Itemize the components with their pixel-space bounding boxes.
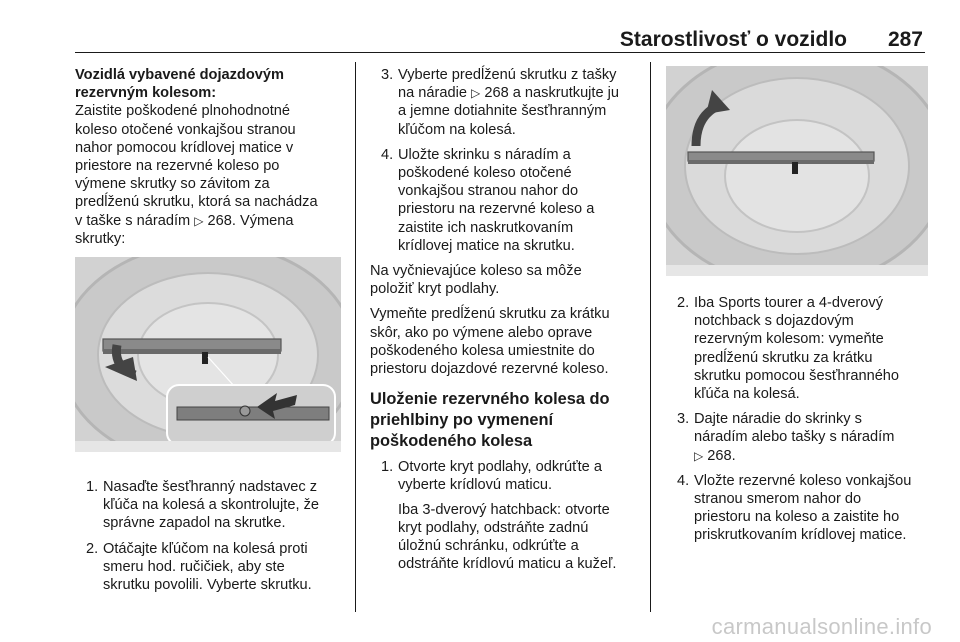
list-item: 4. Vložte rezervné koleso vonkajšou stranou smerom nahor do priestoru na koleso a zaistite ho priskrutkovaním krídlovej matice.	[677, 472, 912, 544]
section-heading: Vozidlá vybavené dojazdovým rezervným kolesom:	[75, 67, 284, 102]
list-item: 3. Vyberte predĺženú skrutku z tašky na náradie ▷ 268 a naskrutkujte ju a jemne dotiahnite šesťhranným kľúčom na kolesá.	[381, 67, 620, 138]
column-divider	[355, 62, 356, 612]
page-ref-icon: ▷	[694, 448, 704, 463]
page-ref-icon: ▷	[471, 86, 481, 101]
list-item: 3. Dajte náradie do skrinky s náradím alebo tašky s náradím ▷ 268.	[677, 411, 895, 464]
illustration-spare-wheel-wingnut	[666, 66, 928, 276]
body-paragraph: Zaistite poškodené plnohodnotné koleso otočené vonkajšou stranou nahor pomocou krídlovej matice v priestore na rezervné koleso po výmene skrutky so závitom za predĺženú skrutku, ktorá sa nachádza v taške s náradím ▷ 268. Výmena skrutky:	[75, 103, 318, 247]
page-number: 287	[887, 28, 923, 51]
body-paragraph: Na vyčnievajúce koleso sa môže položiť kryt podlahy.	[370, 263, 582, 298]
list-item-note: Iba 3-dverový hatchback: otvorte kryt podlahy, odstráňte zadnú úložnú schránku, odkrúťte a odstráňte krídlovú maticu a kužeľ.	[398, 501, 617, 573]
list-item: 2. Iba Sports tourer a 4-dverový notchback s dojazdovým rezervným kolesom: vymeňte predĺženú skrutku za krátku skrutku pomocou šesťhranného kľúča na kolesá.	[677, 295, 900, 403]
column-1	[75, 66, 341, 594]
column-divider	[650, 62, 651, 612]
page-ref-icon: ▷	[194, 213, 204, 228]
list-item: 2. Otáčajte kľúčom na kolesá proti smeru hod. ručičiek, aby ste skrutku povolili. Vyberte skrutku.	[86, 540, 312, 594]
list-item: 4. Uložte skrinku s náradím a poškodené koleso otočené vonkajšou stranou nahor do priestoru na rezervné koleso a zaistite ich naskrutkovaním krídlovej matice na skrutku.	[381, 146, 595, 254]
body-paragraph: Vymeňte predĺženú skrutku za krátku skôr, ako po výmene alebo oprave poškodeného kolesa umiestnite do priestoru dojazdové rezervné koleso.	[370, 306, 610, 378]
column-3	[666, 66, 928, 545]
watermark: carmanualsonline.info	[711, 614, 932, 639]
list-item: 1. Nasaďte šesťhranný nadstavec z kľúča na kolesá a skontrolujte, že správne zapadol na skrutke.	[86, 479, 319, 532]
page-header	[75, 26, 925, 53]
illustration-spare-wheel-bolt	[75, 257, 341, 452]
column-2	[370, 66, 635, 573]
page-header-title: Starostlivosť o vozidlo	[619, 28, 847, 51]
section-heading: Uloženie rezervného kolesa do priehlbiny po vymenení poškodeného kolesa	[370, 390, 610, 451]
list-item: 1. Otvorte kryt podlahy, odkrúťte a vyberte krídlovú maticu.	[381, 459, 602, 494]
